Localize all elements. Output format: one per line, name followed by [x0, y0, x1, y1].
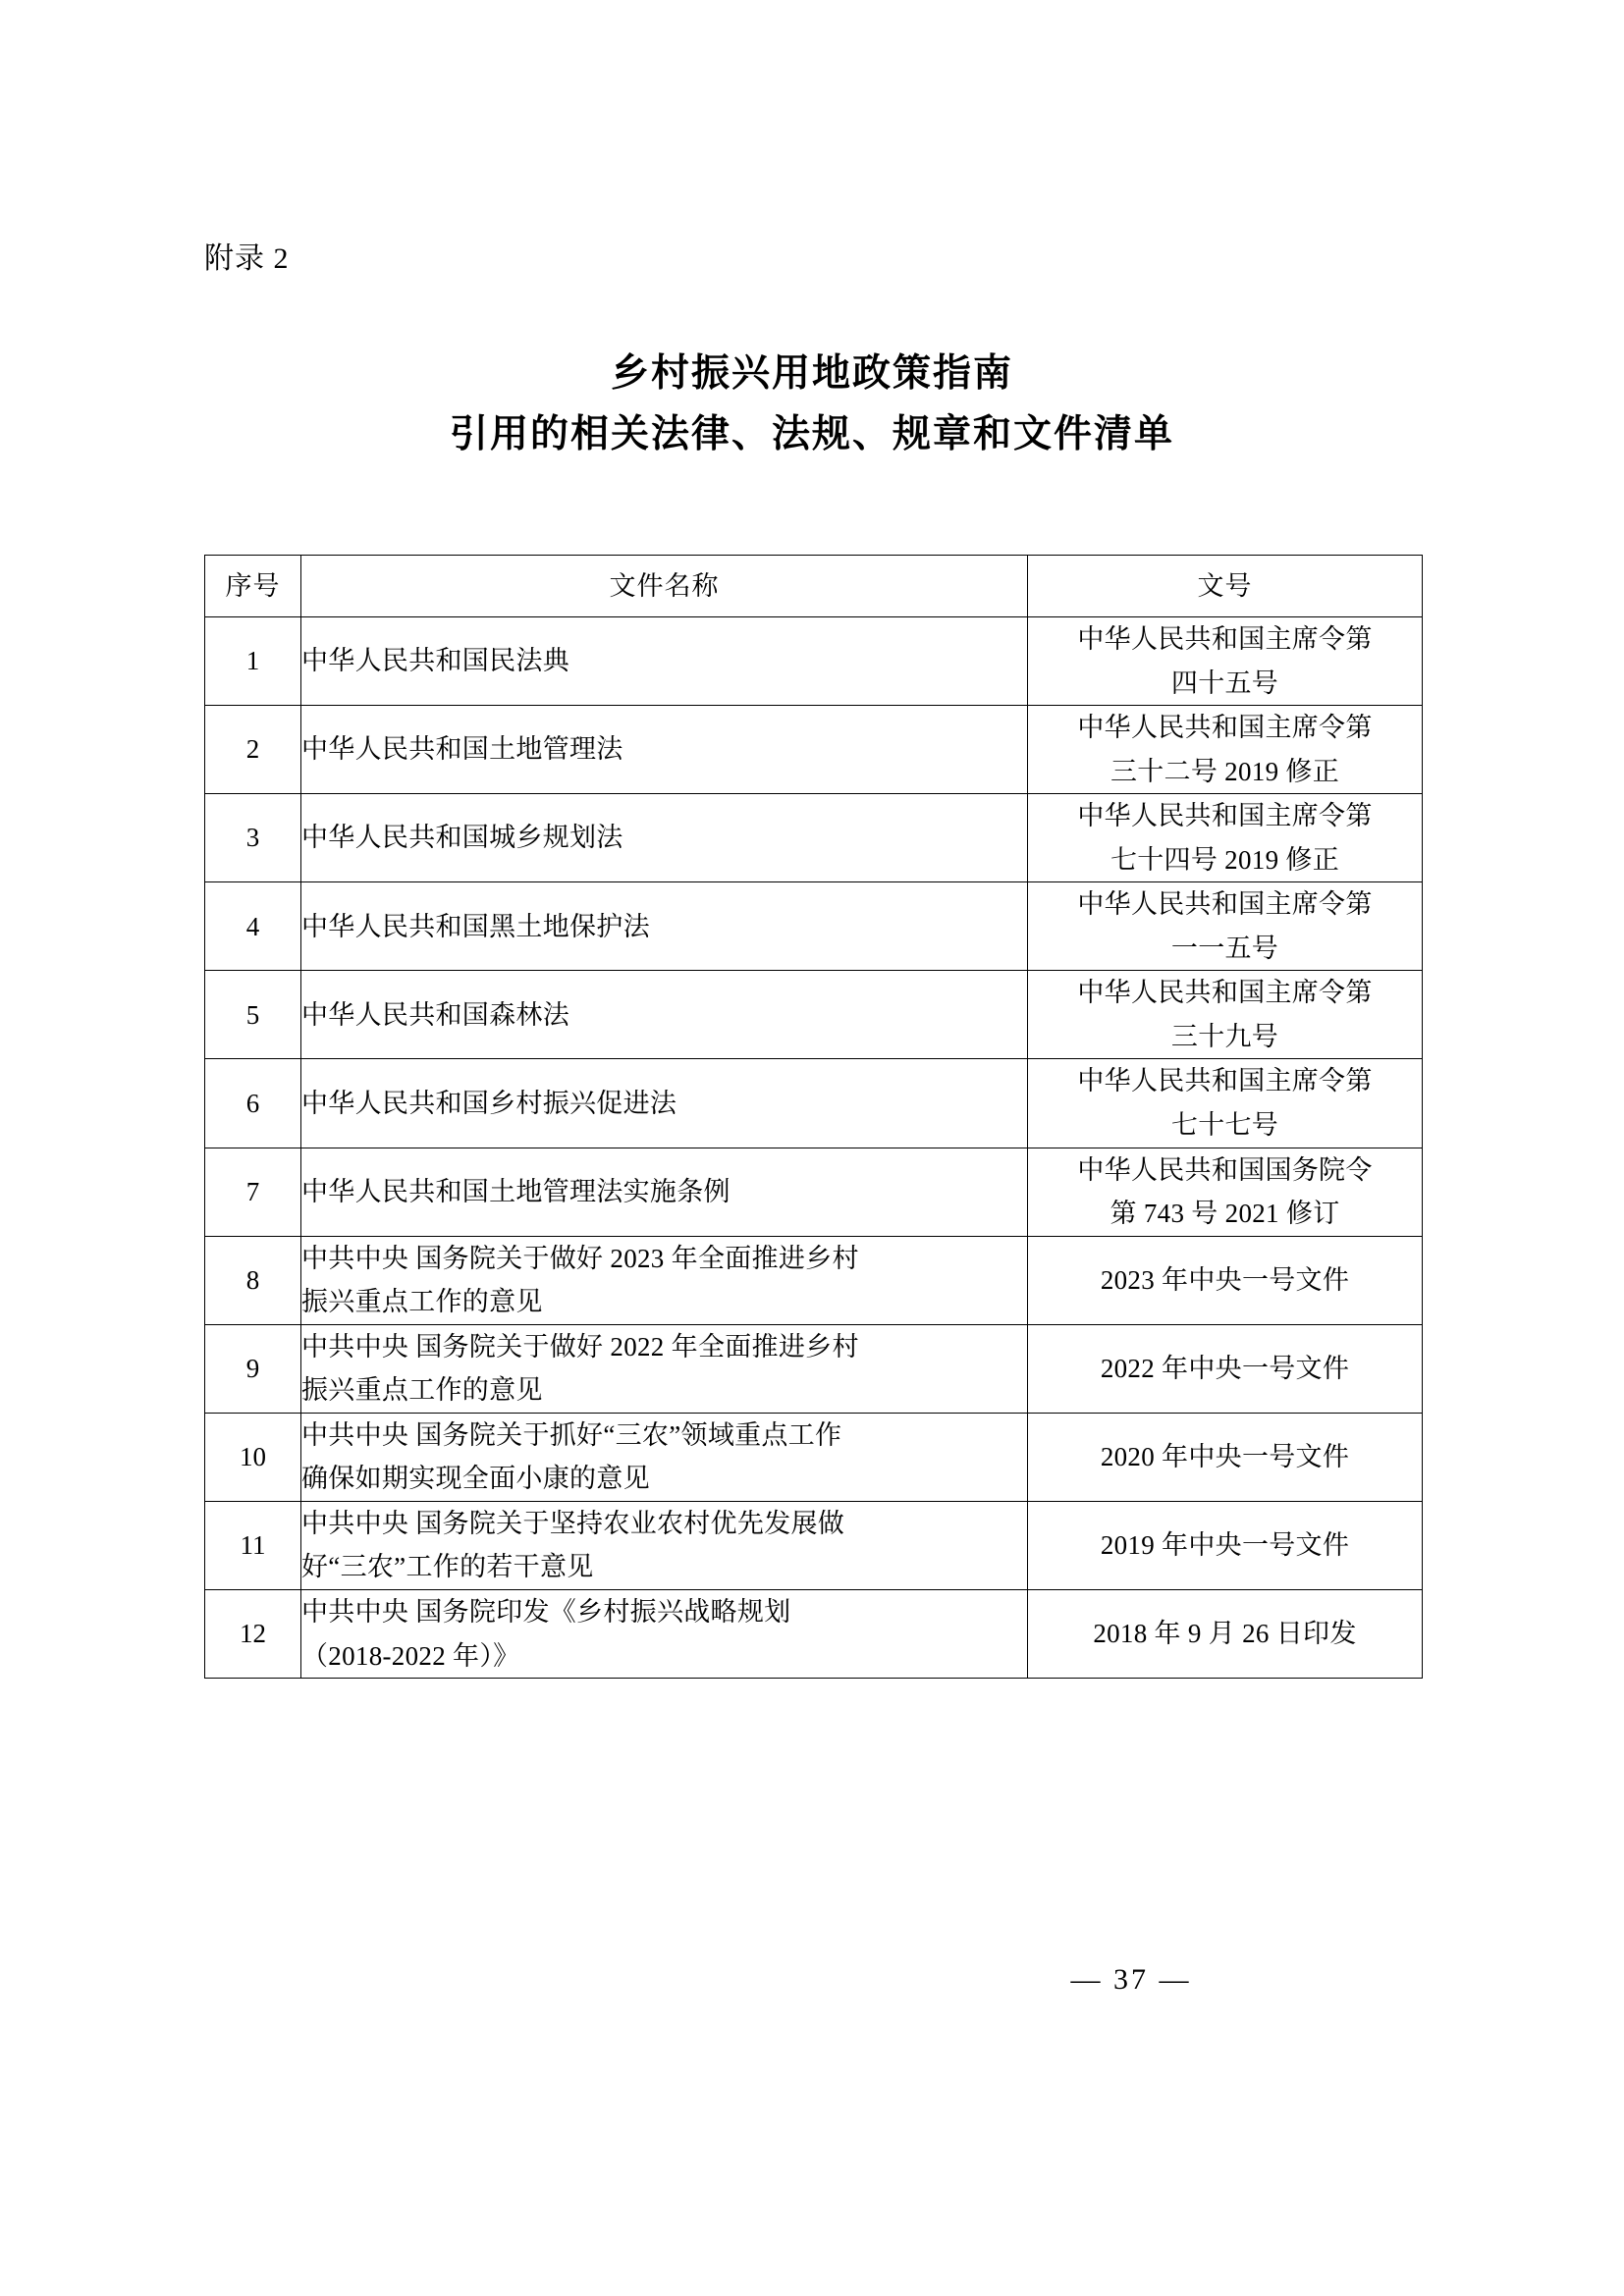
- cell-document-number: [1028, 1324, 1423, 1413]
- column-header-seq: 序号: [205, 556, 301, 617]
- cell-sequence: 5: [205, 971, 301, 1059]
- cell-line: 七十七号: [1170, 1110, 1279, 1141]
- cell-line: 中华人民共和国主席令第: [1077, 978, 1373, 1008]
- cell-document-name: [301, 971, 1028, 1059]
- table-row: [205, 1413, 1423, 1501]
- cell-sequence: 3: [205, 794, 301, 882]
- cell-sequence: 1: [205, 617, 301, 706]
- cell-line: 三十二号 2019 修正: [1110, 756, 1340, 786]
- cell-document-number: [1028, 1059, 1423, 1148]
- cell-line: 中华人民共和国主席令第: [1077, 889, 1373, 920]
- title-line-2: 引用的相关法律、法规、规章和文件清单: [449, 413, 1174, 456]
- cell-line: 确保如期实现全面小康的意见: [301, 1464, 650, 1494]
- cell-document-name: [301, 1501, 1028, 1589]
- cell-line: 中华人民共和国乡村振兴促进法: [301, 1088, 677, 1118]
- reference-documents-table: [204, 555, 1423, 1679]
- cell-line: 2020 年中央一号文件: [1100, 1442, 1350, 1472]
- cell-line: 一一五号: [1170, 933, 1279, 963]
- column-header-name: 文件名称: [301, 556, 1028, 617]
- cell-document-number: [1028, 1236, 1423, 1324]
- cell-document-number: [1028, 1413, 1423, 1501]
- table-row: [205, 1148, 1423, 1236]
- cell-line: 振兴重点工作的意见: [301, 1375, 543, 1406]
- table-header: [205, 556, 1423, 617]
- page-title: [204, 344, 1420, 466]
- cell-line: 中共中央 国务院关于做好 2022 年全面推进乡村: [301, 1331, 859, 1362]
- cell-sequence: 10: [205, 1413, 301, 1501]
- cell-line: 三十九号: [1170, 1021, 1279, 1051]
- table-body: [205, 617, 1423, 1679]
- table-row: [205, 617, 1423, 706]
- cell-line: 第 743 号 2021 修订: [1110, 1199, 1340, 1229]
- cell-sequence: 7: [205, 1148, 301, 1236]
- cell-line: 中共中央 国务院印发《乡村振兴战略规划: [301, 1597, 791, 1628]
- table-row: [205, 1236, 1423, 1324]
- cell-line: 中共中央 国务院关于坚持农业农村优先发展做: [301, 1508, 845, 1538]
- cell-document-number: [1028, 1148, 1423, 1236]
- cell-line: 2019 年中央一号文件: [1100, 1530, 1350, 1561]
- page-number: — 37 —: [1070, 1963, 1192, 1996]
- cell-line: 中华人民共和国土地管理法实施条例: [301, 1176, 731, 1206]
- cell-document-name: [301, 706, 1028, 794]
- table-row: [205, 1059, 1423, 1148]
- cell-line: 振兴重点工作的意见: [301, 1287, 543, 1317]
- cell-line: 中共中央 国务院关于做好 2023 年全面推进乡村: [301, 1243, 859, 1273]
- cell-document-name: [301, 1324, 1028, 1413]
- table-row: [205, 706, 1423, 794]
- cell-sequence: 12: [205, 1590, 301, 1679]
- table-row: [205, 1590, 1423, 1679]
- cell-line: （2018-2022 年）》: [301, 1640, 520, 1671]
- cell-line: 七十四号 2019 修正: [1110, 844, 1340, 875]
- cell-document-number: [1028, 1501, 1423, 1589]
- cell-document-name: [301, 617, 1028, 706]
- title-line-1: 乡村振兴用地政策指南: [610, 352, 1013, 395]
- cell-line: 中华人民共和国国务院令: [1077, 1154, 1373, 1185]
- cell-line: 好“三农”工作的若干意见: [301, 1552, 594, 1582]
- table-row: [205, 882, 1423, 971]
- cell-line: 中华人民共和国森林法: [301, 999, 569, 1030]
- cell-document-number: [1028, 794, 1423, 882]
- cell-line: 中华人民共和国城乡规划法: [301, 823, 623, 853]
- page-footer: [0, 1963, 1624, 1997]
- cell-sequence: 2: [205, 706, 301, 794]
- column-header-number: 文号: [1028, 556, 1423, 617]
- appendix-label: 附录 2: [204, 242, 290, 275]
- cell-line: 中华人民共和国黑土地保护法: [301, 911, 650, 941]
- cell-line: 中华人民共和国民法典: [301, 646, 569, 676]
- cell-line: 2023 年中央一号文件: [1100, 1264, 1350, 1295]
- cell-document-name: [301, 1059, 1028, 1148]
- cell-document-number: [1028, 1590, 1423, 1679]
- cell-document-name: [301, 1413, 1028, 1501]
- cell-sequence: 8: [205, 1236, 301, 1324]
- cell-line: 中华人民共和国主席令第: [1077, 801, 1373, 831]
- cell-line: 2018 年 9 月 26 日印发: [1093, 1619, 1357, 1649]
- cell-sequence: 11: [205, 1501, 301, 1589]
- cell-line: 中华人民共和国土地管理法: [301, 734, 623, 765]
- cell-document-number: [1028, 971, 1423, 1059]
- cell-document-name: [301, 1590, 1028, 1679]
- table-row: [205, 971, 1423, 1059]
- cell-line: 四十五号: [1170, 667, 1279, 698]
- cell-sequence: 4: [205, 882, 301, 971]
- cell-document-name: [301, 882, 1028, 971]
- cell-line: 中华人民共和国主席令第: [1077, 1066, 1373, 1096]
- cell-document-number: [1028, 617, 1423, 706]
- cell-line: 中共中央 国务院关于抓好“三农”领域重点工作: [301, 1419, 842, 1450]
- table-row: [205, 1324, 1423, 1413]
- cell-document-name: [301, 1148, 1028, 1236]
- table-header-row: [205, 556, 1423, 617]
- cell-sequence: 9: [205, 1324, 301, 1413]
- cell-line: 中华人民共和国主席令第: [1077, 624, 1373, 654]
- table-row: [205, 794, 1423, 882]
- cell-document-name: [301, 794, 1028, 882]
- cell-document-number: [1028, 882, 1423, 971]
- cell-sequence: 6: [205, 1059, 301, 1148]
- cell-document-number: [1028, 706, 1423, 794]
- cell-document-name: [301, 1236, 1028, 1324]
- cell-line: 2022 年中央一号文件: [1100, 1354, 1350, 1384]
- table-row: [205, 1501, 1423, 1589]
- cell-line: 中华人民共和国主席令第: [1077, 713, 1373, 743]
